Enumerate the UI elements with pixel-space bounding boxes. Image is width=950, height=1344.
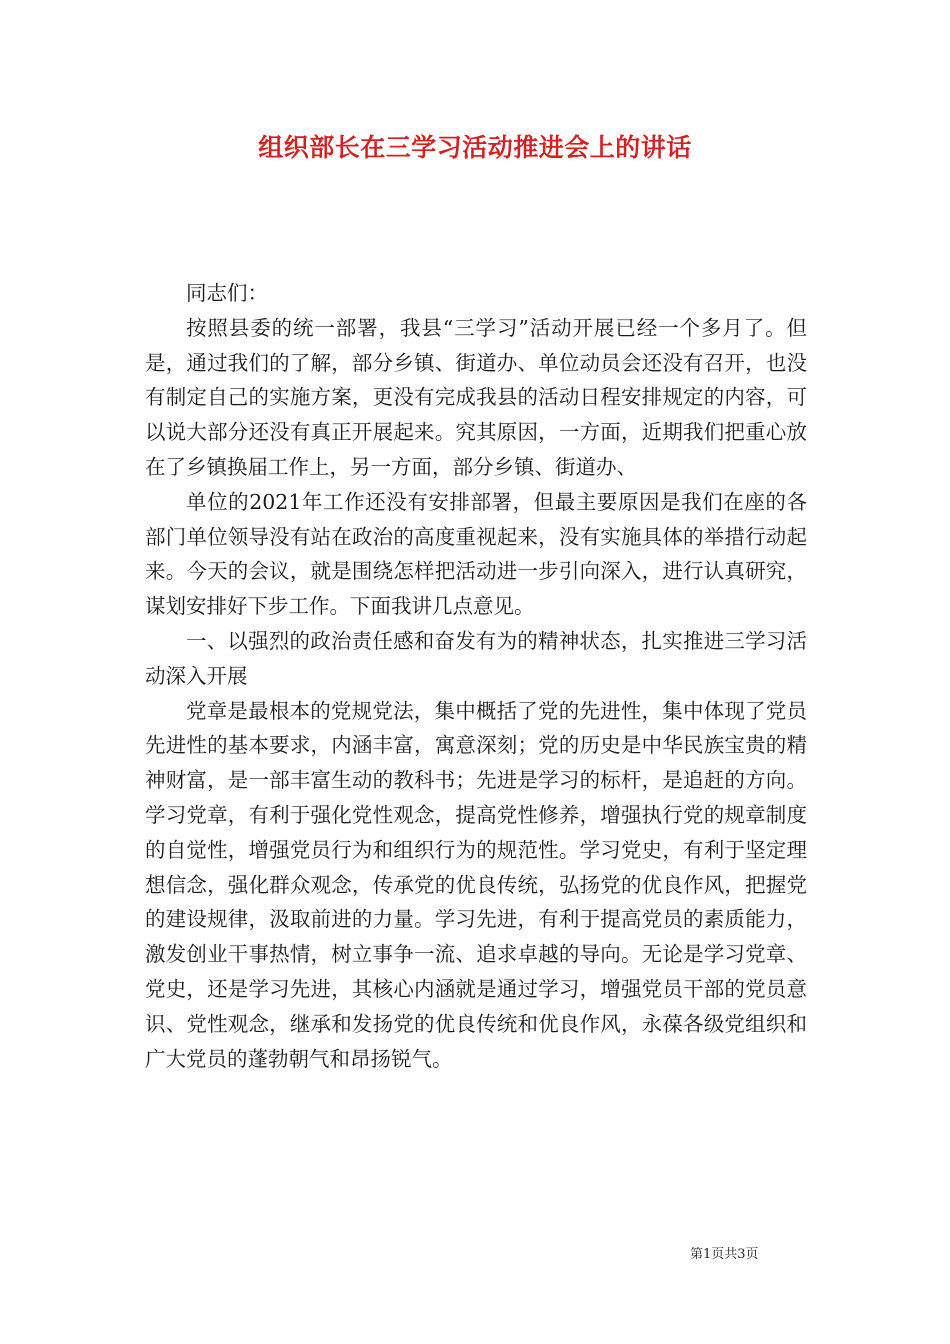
section-heading: 一、以强烈的政治责任感和奋发有为的精神状态，扎实推进三学习活动深入开展 xyxy=(145,628,807,688)
body-paragraph: 按照县委的统一部署，我县“三学习”活动开展已经一个多月了。但是，通过我们的了解，部分乡镇、街道办、单位动员会还没有召开，也没有制定自己的实施方案，更没有完成我县的活动日程安排规定的内容，可以说大部分还没有真正开展起来。究其原因，一方面，近期我们把重心放在了乡镇换届工作上，另一方面，部分乡镇、街道办、 xyxy=(145,315,807,479)
body-paragraph: 单位的2021年工作还没有安排部署，但最主要原因是我们在座的各部门单位领导没有站在政治的高度重视起来，没有实施具体的举措行动起来。今天的会议，就是围绕怎样把活动进一步引向深入，进行认真研究，谋划安排好下步工作。下面我讲几点意见。 xyxy=(145,489,807,619)
document-body xyxy=(145,276,807,1076)
salutation-paragraph: 同志们： xyxy=(186,281,268,305)
document-title: 组织部长在三学习活动推进会上的讲话 xyxy=(258,133,692,162)
body-paragraph: 党章是最根本的党规党法，集中概括了党的先进性，集中体现了党员先进性的基本要求，内涵丰富，寓意深刻；党的历史是中华民族宝贵的精神财富，是一部丰富生动的教科书；先进是学习的标杆，是追赶的方向。学习党章，有利于强化党性观念，提高党性修养，增强执行党的规章制度的自觉性，增强党员行为和组织行为的规范性。学习党史，有利于坚定理想信念，强化群众观念，传承党的优良传统，弘扬党的优良作风，把握党的建设规律，汲取前进的力量。学习先进，有利于提高党员的素质能力，激发创业干事热情，树立事争一流、追求卓越的导向。无论是学习党章、党史，还是学习先进，其核心内涵就是通过学习，增强党员干部的党员意识、党性观念，继承和发扬党的优良传统和优良作风，永葆各级党组织和广大党员的蓬勃朝气和昂扬锐气。 xyxy=(145,698,807,1071)
page-indicator: 第1页共3页 xyxy=(690,1247,759,1262)
